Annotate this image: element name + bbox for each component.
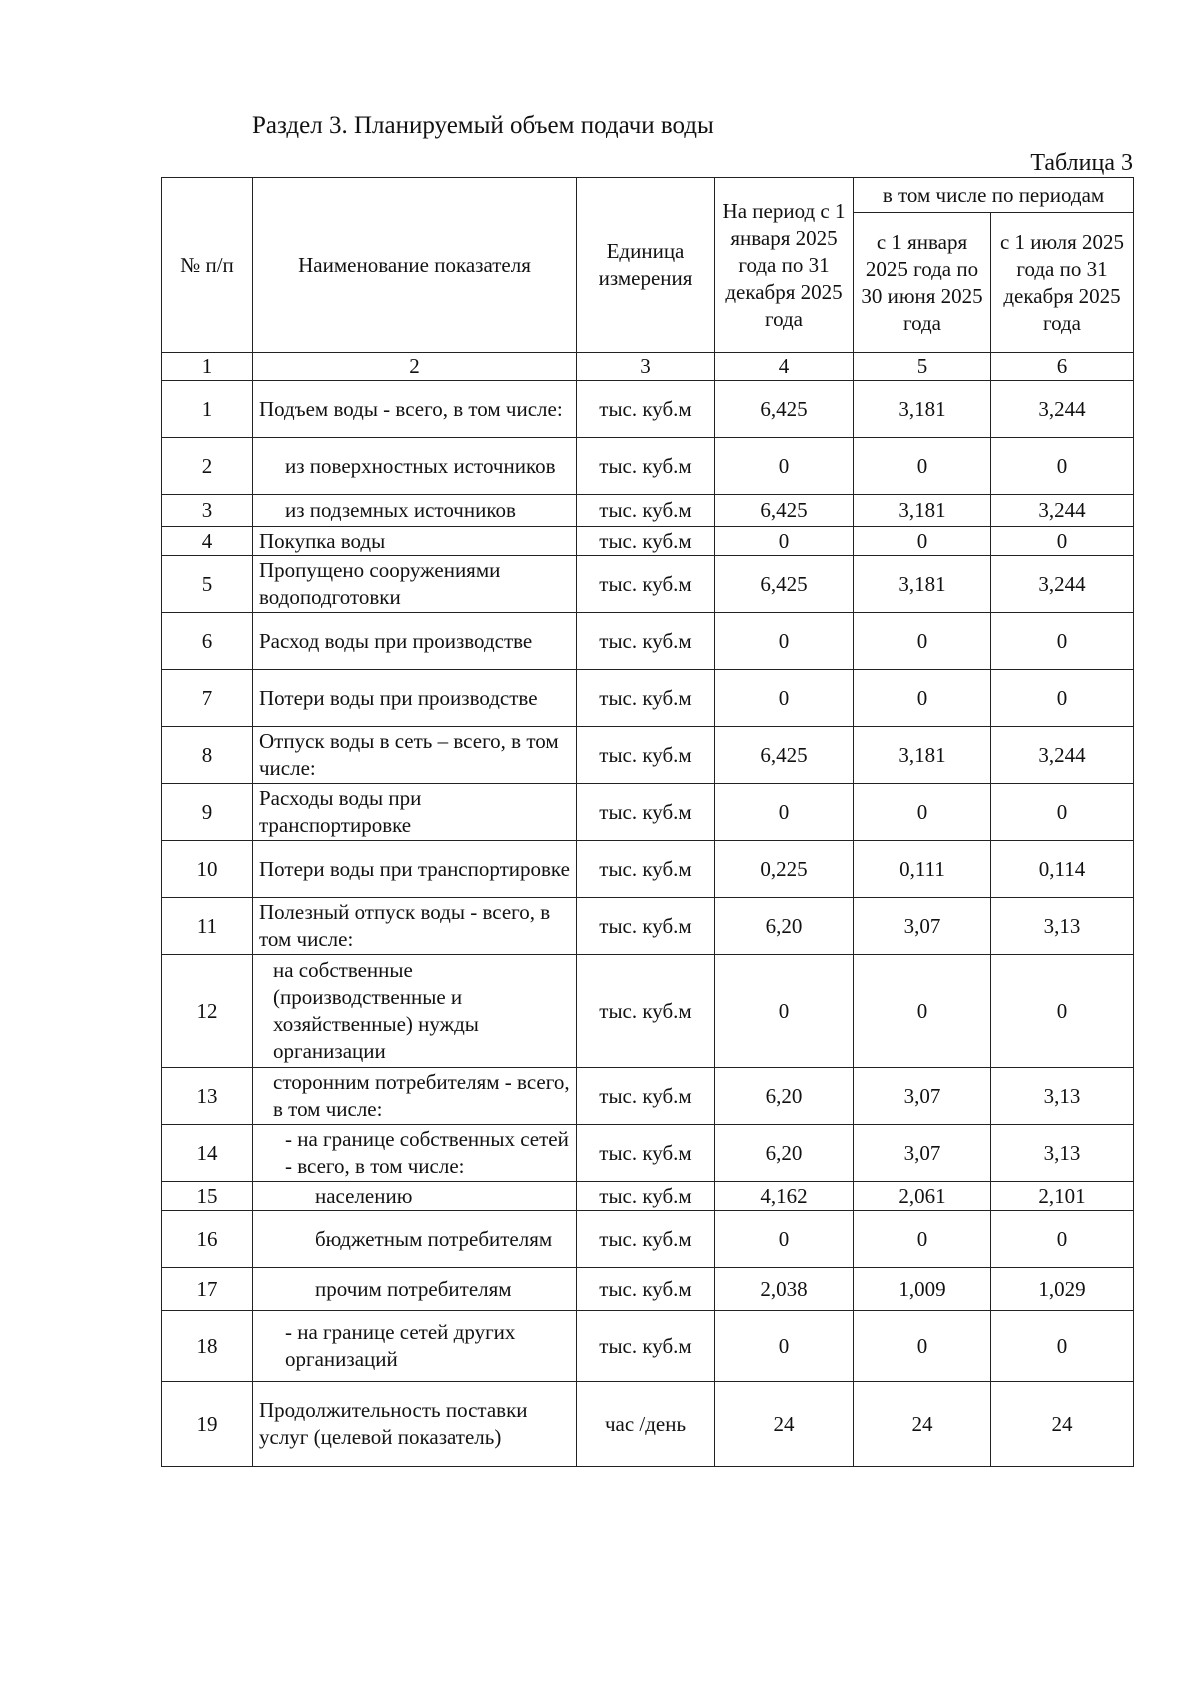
- row-h2: 3,13: [991, 898, 1134, 955]
- row-number: 10: [162, 841, 253, 898]
- row-h2: 2,101: [991, 1182, 1134, 1211]
- row-number: 4: [162, 527, 253, 556]
- row-h2: 0: [991, 670, 1134, 727]
- col-number: 6: [991, 353, 1134, 381]
- row-name: Полезный отпуск воды - всего, в том числе:: [253, 898, 577, 955]
- row-name: Расходы воды при транспортировке: [253, 784, 577, 841]
- row-total: 6,425: [715, 381, 854, 438]
- row-h1: 3,07: [854, 898, 991, 955]
- row-number: 7: [162, 670, 253, 727]
- row-total: 0: [715, 955, 854, 1068]
- table-body: [162, 381, 1134, 1467]
- row-number: 19: [162, 1382, 253, 1467]
- row-h1: 3,181: [854, 556, 991, 613]
- row-h2: 0: [991, 527, 1134, 556]
- row-h1: 24: [854, 1382, 991, 1467]
- row-name: населению: [253, 1182, 577, 1211]
- row-total: 0: [715, 1311, 854, 1382]
- row-h2: 3,244: [991, 381, 1134, 438]
- row-total: 24: [715, 1382, 854, 1467]
- row-unit: тыс. куб.м: [577, 613, 715, 670]
- row-unit: тыс. куб.м: [577, 1182, 715, 1211]
- header-h2: с 1 июля 2025 года по 31 декабря 2025 года: [991, 213, 1134, 353]
- row-unit: тыс. куб.м: [577, 898, 715, 955]
- header-name: Наименование показателя: [253, 178, 577, 353]
- col-number: 4: [715, 353, 854, 381]
- row-total: 6,425: [715, 556, 854, 613]
- row-unit: тыс. куб.м: [577, 727, 715, 784]
- water-supply-table: [161, 177, 1134, 1467]
- row-h1: 3,07: [854, 1125, 991, 1182]
- row-number: 16: [162, 1211, 253, 1268]
- row-number: 14: [162, 1125, 253, 1182]
- row-h2: 0: [991, 955, 1134, 1068]
- row-unit: час /день: [577, 1382, 715, 1467]
- row-unit: тыс. куб.м: [577, 495, 715, 527]
- row-h2: 1,029: [991, 1268, 1134, 1311]
- row-name: Подъем воды - всего, в том числе:: [253, 381, 577, 438]
- row-h1: 1,009: [854, 1268, 991, 1311]
- row-name: Расход воды при производстве: [253, 613, 577, 670]
- row-h1: 0: [854, 1211, 991, 1268]
- row-h1: 0: [854, 784, 991, 841]
- row-name: Потери воды при производстве: [253, 670, 577, 727]
- row-unit: тыс. куб.м: [577, 381, 715, 438]
- table-row: [162, 438, 1134, 495]
- row-number: 5: [162, 556, 253, 613]
- row-h1: 2,061: [854, 1182, 991, 1211]
- table-row: [162, 1382, 1134, 1467]
- row-unit: тыс. куб.м: [577, 527, 715, 556]
- row-h1: 0: [854, 670, 991, 727]
- row-total: 6,20: [715, 898, 854, 955]
- column-number-row: [162, 353, 1134, 381]
- row-total: 6,425: [715, 727, 854, 784]
- row-total: 0: [715, 670, 854, 727]
- row-unit: тыс. куб.м: [577, 784, 715, 841]
- table-row: [162, 495, 1134, 527]
- row-unit: тыс. куб.м: [577, 1268, 715, 1311]
- row-h1: 3,07: [854, 1068, 991, 1125]
- table-row: [162, 556, 1134, 613]
- row-name: прочим потребителям: [253, 1268, 577, 1311]
- row-number: 1: [162, 381, 253, 438]
- row-unit: тыс. куб.м: [577, 438, 715, 495]
- header-row-1: [162, 178, 1134, 213]
- row-total: 0: [715, 613, 854, 670]
- row-h2: 0: [991, 1211, 1134, 1268]
- row-name: сторонним потребителям - всего, в том числе:: [253, 1068, 577, 1125]
- table-row: [162, 1311, 1134, 1382]
- row-number: 6: [162, 613, 253, 670]
- row-name: Пропущено сооружениями водоподготовки: [253, 556, 577, 613]
- row-h2: 24: [991, 1382, 1134, 1467]
- row-total: 2,038: [715, 1268, 854, 1311]
- table-row: [162, 1125, 1134, 1182]
- header-h1: с 1 января 2025 года по 30 июня 2025 года: [854, 213, 991, 353]
- row-h2: 0: [991, 438, 1134, 495]
- row-h1: 0: [854, 1311, 991, 1382]
- row-h1: 0: [854, 527, 991, 556]
- row-name: - на границе сетей других организаций: [253, 1311, 577, 1382]
- col-number: 3: [577, 353, 715, 381]
- row-number: 11: [162, 898, 253, 955]
- row-name: на собственные (производственные и хозяйственные) нужды организации: [253, 955, 577, 1068]
- table-row: [162, 1068, 1134, 1125]
- row-total: 0,225: [715, 841, 854, 898]
- row-h2: 3,13: [991, 1125, 1134, 1182]
- row-unit: тыс. куб.м: [577, 556, 715, 613]
- row-unit: тыс. куб.м: [577, 1311, 715, 1382]
- row-h2: 3,244: [991, 556, 1134, 613]
- row-h1: 0: [854, 438, 991, 495]
- row-number: 15: [162, 1182, 253, 1211]
- row-name: Продолжительность поставки услуг (целевой показатель): [253, 1382, 577, 1467]
- row-name: бюджетным потребителям: [253, 1211, 577, 1268]
- row-h1: 3,181: [854, 727, 991, 784]
- row-h1: 0: [854, 613, 991, 670]
- col-number: 5: [854, 353, 991, 381]
- row-h2: 0: [991, 1311, 1134, 1382]
- row-unit: тыс. куб.м: [577, 955, 715, 1068]
- row-h2: 0,114: [991, 841, 1134, 898]
- row-total: 0: [715, 438, 854, 495]
- row-name: - на границе собственных сетей - всего, в том числе:: [253, 1125, 577, 1182]
- row-number: 9: [162, 784, 253, 841]
- row-h2: 0: [991, 784, 1134, 841]
- row-unit: тыс. куб.м: [577, 841, 715, 898]
- row-h2: 0: [991, 613, 1134, 670]
- row-number: 13: [162, 1068, 253, 1125]
- table-row: [162, 727, 1134, 784]
- row-unit: тыс. куб.м: [577, 670, 715, 727]
- table-row: [162, 670, 1134, 727]
- row-name: Отпуск воды в сеть – всего, в том числе:: [253, 727, 577, 784]
- table-caption: Таблица 3: [1030, 150, 1133, 176]
- table-row: [162, 955, 1134, 1068]
- row-h2: 3,244: [991, 495, 1134, 527]
- row-h1: 0: [854, 955, 991, 1068]
- header-num: № п/п: [162, 178, 253, 353]
- row-unit: тыс. куб.м: [577, 1211, 715, 1268]
- section-title: Раздел 3. Планируемый объем подачи воды: [252, 112, 714, 139]
- row-name: Потери воды при транспортировке: [253, 841, 577, 898]
- table-row: [162, 1211, 1134, 1268]
- row-number: 18: [162, 1311, 253, 1382]
- col-number: 2: [253, 353, 577, 381]
- row-number: 17: [162, 1268, 253, 1311]
- header-period-total: На период с 1 января 2025 года по 31 декабря 2025 года: [715, 178, 854, 353]
- row-total: 6,425: [715, 495, 854, 527]
- row-number: 3: [162, 495, 253, 527]
- table-row: [162, 784, 1134, 841]
- row-number: 2: [162, 438, 253, 495]
- row-total: 6,20: [715, 1125, 854, 1182]
- table-row: [162, 898, 1134, 955]
- table-row: [162, 527, 1134, 556]
- row-number: 12: [162, 955, 253, 1068]
- row-unit: тыс. куб.м: [577, 1068, 715, 1125]
- table-row: [162, 1268, 1134, 1311]
- row-number: 8: [162, 727, 253, 784]
- table-row: [162, 381, 1134, 438]
- row-name: из поверхностных источников: [253, 438, 577, 495]
- row-unit: тыс. куб.м: [577, 1125, 715, 1182]
- row-name: Покупка воды: [253, 527, 577, 556]
- row-total: 0: [715, 527, 854, 556]
- row-h2: 3,13: [991, 1068, 1134, 1125]
- row-h1: 0,111: [854, 841, 991, 898]
- row-h1: 3,181: [854, 495, 991, 527]
- row-total: 6,20: [715, 1068, 854, 1125]
- row-total: 4,162: [715, 1182, 854, 1211]
- table-row: [162, 613, 1134, 670]
- row-total: 0: [715, 784, 854, 841]
- table-row: [162, 841, 1134, 898]
- header-unit: Единица измерения: [577, 178, 715, 353]
- table-row: [162, 1182, 1134, 1211]
- row-total: 0: [715, 1211, 854, 1268]
- row-h2: 3,244: [991, 727, 1134, 784]
- col-number: 1: [162, 353, 253, 381]
- row-h1: 3,181: [854, 381, 991, 438]
- row-name: из подземных источников: [253, 495, 577, 527]
- header-including: в том числе по периодам: [854, 178, 1134, 213]
